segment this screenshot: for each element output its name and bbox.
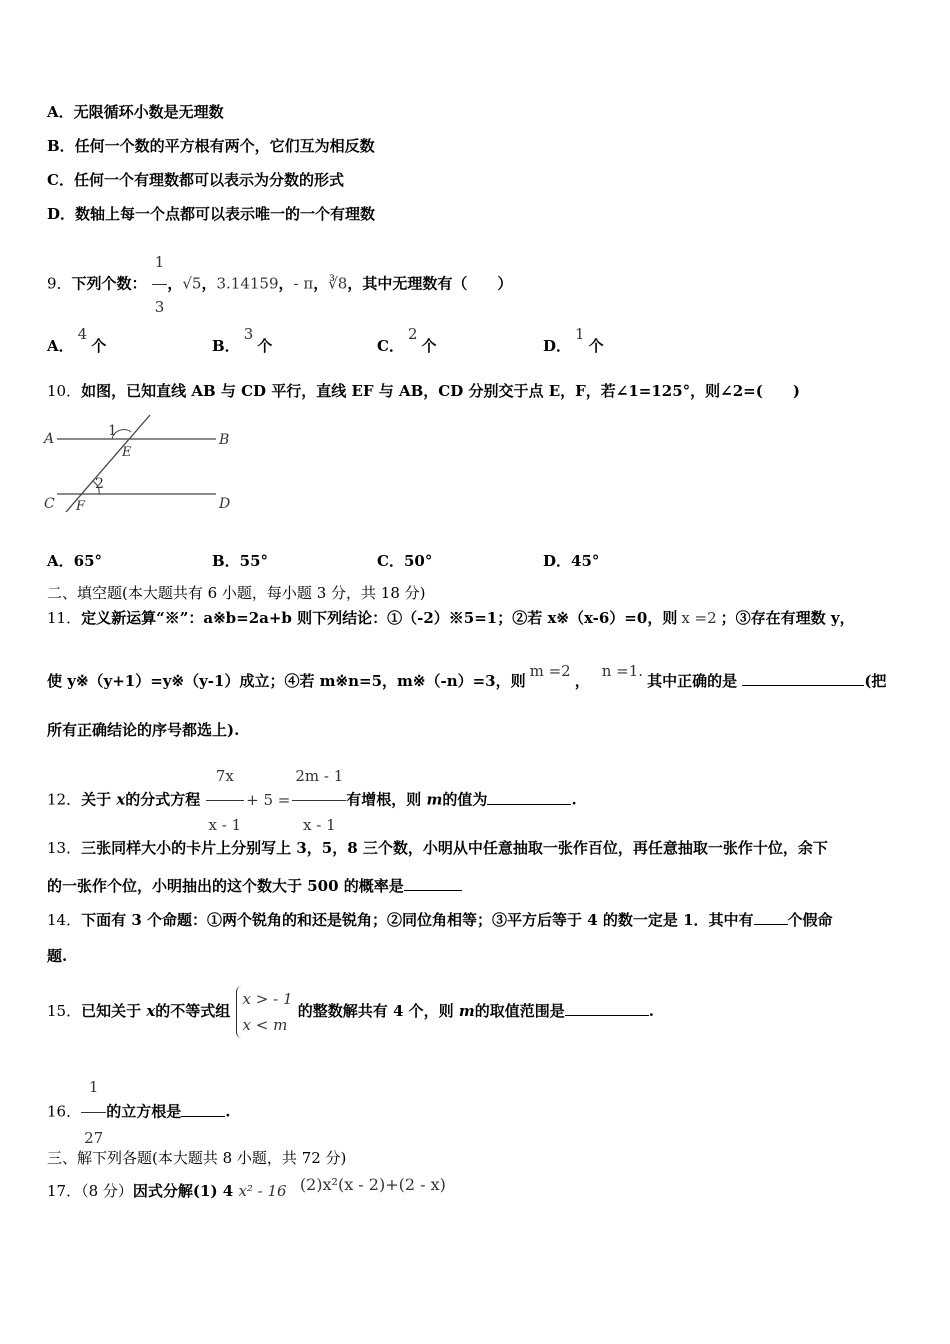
q15-text-c: 的整数解共有 4 个，则: [297, 1002, 454, 1020]
q15-inequality-system: [236, 986, 293, 1038]
q11-line2-b: 其中正确的是: [647, 672, 738, 690]
q12-text-d: 的值为: [442, 790, 488, 809]
q8-option-b: B．任何一个数的平方根有两个，它们互为相反数: [47, 137, 375, 155]
q9-option-a: [47, 325, 107, 356]
q15-var-m: m: [458, 1002, 475, 1020]
q12-f1-bot: x - 1: [206, 800, 245, 849]
q12-number: 12．: [47, 790, 82, 809]
q15-text-b: 的不等式组: [155, 1002, 231, 1020]
q9-option-c: [377, 325, 437, 356]
q10-option-d: D．45°: [543, 552, 600, 570]
q9-sep-2: ，: [201, 274, 217, 293]
q16-number: 16．: [47, 1102, 82, 1121]
q13-number: 13．: [47, 839, 82, 857]
q12-answer-blank[interactable]: [487, 790, 571, 805]
q11-line-3: 所有正确结论的序号都选上).: [47, 721, 240, 739]
q11-number: 11．: [47, 609, 82, 627]
q11-line-2: [47, 662, 887, 690]
label-angle-1: 1: [108, 423, 117, 439]
label-b: B: [219, 432, 230, 448]
q10-figure: [40, 410, 240, 520]
q10-number: 10．: [47, 382, 82, 400]
q11-line2-c: (把: [864, 672, 887, 690]
q9-sqrt5: √5: [182, 274, 202, 293]
q9-option-b-unit: 个: [257, 337, 273, 355]
label-a: A: [44, 431, 55, 447]
q12-stem: [47, 752, 577, 849]
q9-option-d-label: D．: [543, 337, 572, 355]
q14-number: 14．: [47, 911, 82, 929]
q9-sep-4: ，: [313, 274, 329, 293]
q11-line-1: [47, 609, 855, 627]
q15-answer-blank[interactable]: [565, 1001, 649, 1016]
q12-fraction-1: [206, 752, 245, 849]
q12-var-m: m: [426, 790, 443, 809]
q15-text-a: 已知关于: [81, 1002, 142, 1020]
q9-fraction: [152, 240, 168, 329]
q11-answer-blank[interactable]: [742, 671, 864, 686]
q9-option-b-value: 3: [243, 325, 254, 343]
q15-end: .: [648, 1002, 654, 1020]
q17-number: 17．: [47, 1182, 82, 1200]
q9-stem: [47, 240, 512, 329]
q17-expr-2: (2)x²(x - 2)+(2 - x): [299, 1175, 446, 1194]
q10-option-b: B．55°: [212, 552, 269, 570]
q9-option-d-value: 1: [575, 325, 585, 343]
q12-plus5: + 5 =: [246, 790, 291, 809]
q12-f2-top: 2m - 1: [295, 767, 344, 785]
q12-f1-top: 7x: [215, 767, 234, 785]
q12-f2-bot: x - 1: [292, 800, 346, 849]
q8-option-d: D．数轴上每一个点都可以表示唯一的一个有理数: [47, 205, 376, 223]
q8-option-c: C．任何一个有理数都可以表示为分数的形式: [47, 171, 344, 189]
q9-frac-top: 1: [154, 253, 165, 271]
q12-end: .: [571, 790, 577, 809]
q16-frac-bot: 27: [81, 1112, 106, 1163]
label-f: F: [76, 499, 86, 514]
q9-option-a-unit: 个: [91, 337, 107, 355]
q9-option-d-unit: 个: [588, 337, 604, 355]
q16-answer-blank[interactable]: [181, 1102, 225, 1117]
q9-option-b: [212, 325, 273, 356]
q10-option-c: C．50°: [377, 552, 433, 570]
q13-line-1: [47, 839, 828, 857]
q13-line2: 的一张作个位，小明抽出的这个数大于 500 的概率是: [47, 877, 404, 895]
q9-frac-bot: 3: [152, 284, 168, 329]
q15-number: 15．: [47, 1002, 82, 1020]
q15-stem: [47, 980, 654, 1042]
q15-ineq-2: x < m: [242, 1016, 288, 1034]
label-c: C: [44, 496, 55, 512]
q11-line1-a: 定义新运算“※”：a※b=2a+b 则下列结论：①（-2）※5=1；②若 x※（x-6）=0，则: [81, 609, 678, 627]
q8-option-a: A．无限循环小数是无理数: [47, 103, 224, 121]
section-3-heading: 三、解下列各题(本大题共 8 小题，共 72 分): [47, 1149, 347, 1167]
q11-line2-a: 使 y※（y+1）=y※（y-1）成立；④若 m※n=5，m※（-n）=3，则: [47, 672, 526, 690]
q16-text: 的立方根是: [106, 1102, 182, 1121]
q13-line1: 三张同样大小的卡片上分别写上 3，5，8 三个数，小明从中任意抽取一张作百位，再任意抽取一张作十位，余下: [81, 839, 828, 857]
q9-option-a-value: 4: [77, 325, 88, 343]
q16-stem: [47, 1062, 230, 1163]
q11-line1-math: x =2: [681, 609, 717, 627]
q17-text-a: 因式分解(1) 4: [132, 1182, 234, 1200]
q16-end: .: [225, 1102, 231, 1121]
q12-text-a: 关于: [81, 790, 112, 809]
q15-text-d: 的取值范围是: [474, 1002, 565, 1020]
q9-prefix: 下列个数：: [71, 274, 147, 293]
q14-line-2: 题.: [47, 947, 68, 965]
q11-line2-sep: ，: [574, 672, 590, 690]
q9-sep-1: ，: [167, 274, 183, 293]
q14-answer-blank[interactable]: [754, 910, 788, 925]
q17-expr-1: x² - 16: [238, 1182, 287, 1200]
q16-fraction: [81, 1062, 106, 1163]
q13-answer-blank[interactable]: [404, 876, 462, 891]
q17-score: （8 分）: [81, 1182, 133, 1200]
q9-suffix: ，其中无理数有（ ）: [347, 274, 513, 293]
q9-sep-3: ，: [278, 274, 294, 293]
q9-option-d: [543, 325, 604, 356]
q9-pi-value: 3.14159: [216, 274, 279, 293]
q9-option-c-value: 2: [407, 325, 418, 343]
q12-var-x: x: [116, 790, 126, 809]
q10-text: 如图，已知直线 AB 与 CD 平行，直线 EF 与 AB，CD 分别交于点 E，F，若∠1=125°，则∠2=( ): [81, 382, 800, 400]
q9-number: 9．: [47, 274, 72, 293]
q11-m-value: m =2: [529, 662, 571, 680]
q14-line1-b: 个假命: [787, 911, 833, 929]
q15-var-x: x: [146, 1002, 156, 1020]
section-2-heading: 二、填空题(本大题共有 6 小题，每小题 3 分，共 18 分): [47, 584, 426, 602]
q9-neg-pi: - π: [293, 274, 314, 293]
q9-option-c-label: C．: [377, 337, 404, 355]
q9-option-c-unit: 个: [421, 337, 437, 355]
q14-line1-a: 下面有 3 个命题：①两个锐角的和还是锐角；②同位角相等；③平方后等于 4 的数一定是 1．其中有: [81, 911, 754, 929]
q12-text-b: 的分式方程: [125, 790, 201, 809]
q11-line1-b: ；③存在有理数 y，: [720, 609, 855, 627]
q9-option-a-label: A．: [47, 337, 74, 355]
q17-stem: [47, 1175, 446, 1200]
q9-cbrt8: ∛8: [328, 274, 348, 293]
q13-line-2: [47, 876, 462, 895]
q12-fraction-2: [292, 752, 346, 849]
label-e: E: [122, 445, 132, 460]
label-angle-2: 2: [95, 476, 104, 492]
label-d: D: [219, 496, 231, 512]
q12-text-c: 有增根，则: [346, 790, 422, 809]
q10-option-a: A．65°: [47, 552, 103, 570]
q16-frac-top: 1: [88, 1078, 99, 1096]
q9-option-b-label: B．: [212, 337, 240, 355]
q10-stem: [47, 382, 800, 400]
q15-ineq-1: x > - 1: [242, 990, 293, 1008]
q14-line-1: [47, 910, 833, 929]
q11-n-value: n =1.: [601, 662, 644, 680]
